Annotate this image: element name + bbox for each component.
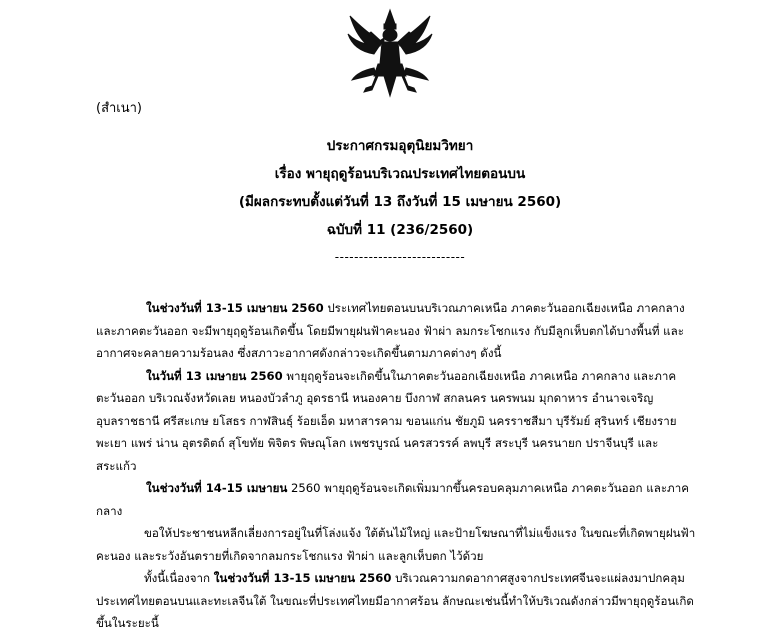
paragraph-text: บริเวณความกดอากาศสูงจากประเทศจีนจะแผ่ลงมาปกคลุมประเทศไทยตอนบนและทะเลจีนใต้ ในขณะที่ประเทศไทยมีอากาศร้อน ลักษณะเช่นนี้ทำให้บริเวณดังกล่าวมีพายุฤดูร้อนเกิดขึ้นในระยะนี้	[96, 571, 694, 630]
paragraph-text: 2560 พายุฤดูร้อนจะเกิดเพิ่มมากขึ้นครอบคลุมภาคเหนือ ภาคตะวันออก และภาคกลาง	[96, 481, 689, 518]
announcement-subject: เรื่อง พายุฤดูร้อนบริเวณประเทศไทยตอนบน	[274, 166, 526, 182]
paragraph-days-14-15	[96, 477, 696, 522]
copy-label: (สำเนา)	[96, 101, 143, 116]
date-range-bold: ในช่วงวันที่ 14-15 เมษายน	[146, 481, 288, 495]
paragraph-cause	[96, 567, 696, 635]
date-bold: ในวันที่ 13 เมษายน 2560	[146, 368, 283, 383]
paragraph-lead: ทั้งนี้เนื่องจาก	[144, 571, 214, 585]
date-range-bold: ในช่วงวันที่ 13-15 เมษายน 2560	[146, 301, 324, 315]
paragraph-text: ขอให้ประชาชนหลีกเลี่ยงการอยู่ในที่โล่งแจ้ง ใต้ต้นไม้ใหญ่ และป้ายโฆษณาที่ไม่แข็งแรง ในขณะที่เกิดพายุฝนฟ้าคะนอง และระวังอันตรายที่เกิดจากลมกระโชกแรง ฟ้าผ่า และลูกเห็บตก ไว้ด้วย	[96, 526, 696, 563]
garuda-emblem-icon	[344, 8, 436, 98]
paragraph-day-13	[96, 365, 696, 478]
effective-period: (มีผลกระทบตั้งแต่วันที่ 13 ถึงวันที่ 15 เมษายน 2560)	[238, 194, 562, 210]
paragraph-overview	[96, 297, 696, 365]
announcement-title: ประกาศกรมอุตุนิยมวิทยา	[326, 138, 474, 154]
divider: ---------------------------	[334, 250, 466, 264]
paragraph-text: พายุฤดูร้อนจะเกิดขึ้นในภาคตะวันออกเฉียงเหนือ ภาคเหนือ ภาคกลาง และภาคตะวันออก บริเวณจังหวัดเลย หนองบัวลำภู อุดรธานี หนองคาย บึงกาฬ สกลนคร นครพนม มุกดาหาร อำนาจเจริญ อุบลราชธานี ศรีสะเกษ ยโสธร กาฬสินธุ์ ร้อยเอ็ด มหาสารคาม ขอนแก่น ชัยภูมิ นครราชสีมา บุรีรัมย์ สุรินทร์ เชียงราย พะเยา แพร่ น่าน อุตรดิตถ์ สุโขทัย พิจิตร พิษณุโลก เพชรบูรณ์ นครสวรรค์ ลพบุรี สระบุรี นครนายก ปราจีนบุรี และสระแก้ว	[96, 368, 677, 473]
announcement-body	[96, 297, 696, 635]
paragraph-text: ประเทศไทยตอนบนบริเวณภาคเหนือ ภาคตะวันออกเฉียงเหนือ ภาคกลาง และภาคตะวันออก จะมีพายุฤดูร้อนเกิดขึ้น โดยมีพายุฝนฟ้าคะนอง ฟ้าผ่า ลมกระโชกแรง กับมีลูกเห็บตกได้บางพื้นที่ และอากาศจะคลายความร้อนลง ซึ่งสภาวะอากาศดังกล่าวจะเกิดขึ้นตามภาคต่างๆ ดังนี้	[96, 301, 685, 360]
paragraph-advisory	[96, 522, 696, 567]
date-range-bold: ในช่วงวันที่ 13-15 เมษายน 2560	[213, 571, 392, 585]
issue-number: ฉบับที่ 11 (236/2560)	[326, 222, 474, 238]
